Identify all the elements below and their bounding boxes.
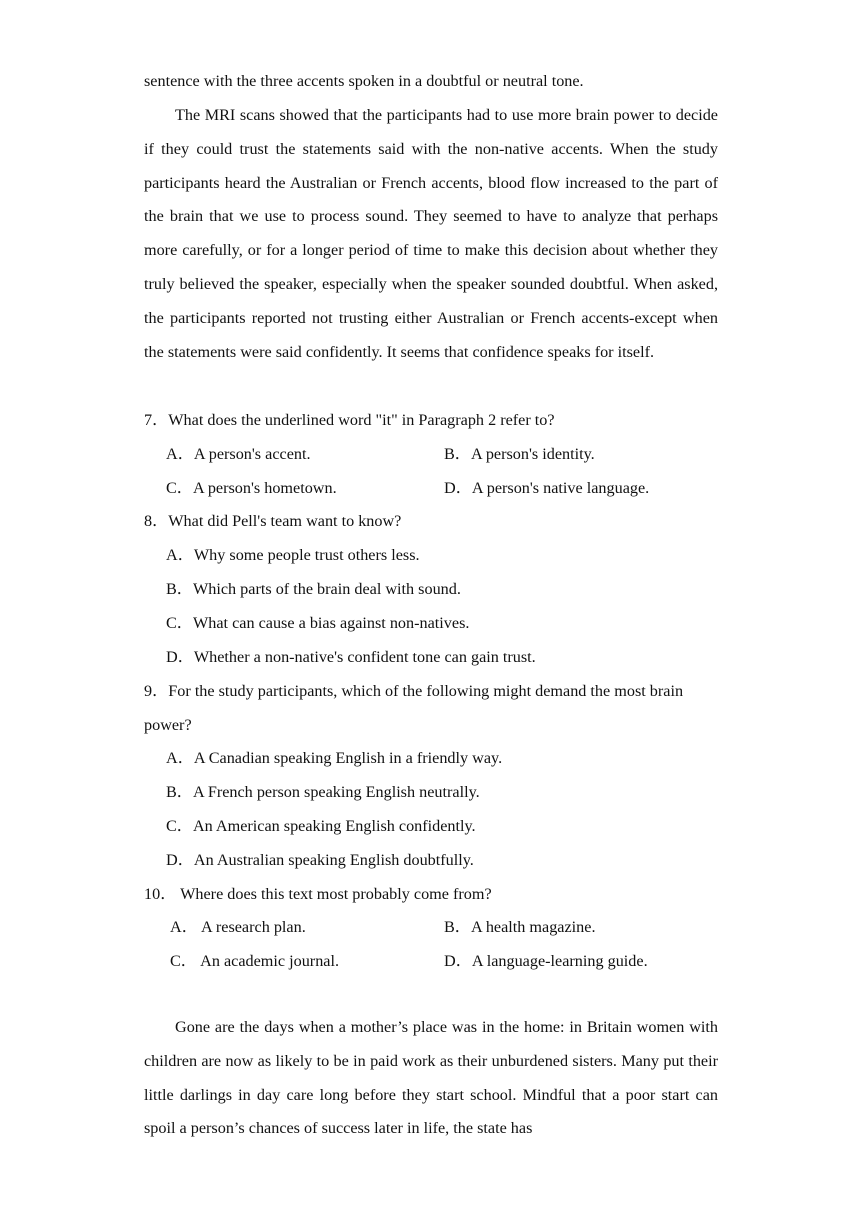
question-7-option-b: B．A person's identity. [444, 445, 595, 463]
passage-2-paragraph-start: Gone are the days when a mother’s place was in the home: in Britain women with children are now as likely to be in paid work as their unburdened sisters. Many put their little darlings in day care long before they start school. Mindful that a poor start can spoil a person’s chances of success later in life, the state has [144, 1018, 718, 1138]
question-8-stem: 8．What did Pell's team want to know? [144, 512, 402, 530]
question-7-option-c: C．A person's hometown. [166, 479, 337, 497]
question-9-option-d: D．An Australian speaking English doubtfully. [166, 851, 474, 869]
passage-paragraph-mri: The MRI scans showed that the participants had to use more brain power to decide if they could trust the statements said with the non-native accents. When the study participants heard the Australian or French accents, blood flow increased to the part of the brain that we use to process sound. They seemed to have to analyze that perhaps more carefully, or for a longer period of time to make this decision about whether they truly believed the speaker, especially when the speaker sounded doubtful. When asked, the participants reported not trusting either Australian or French accents-except when the statements were said confidently. It seems that confidence speaks for itself. [144, 106, 718, 361]
question-7-option-d: D．A person's native language. [444, 479, 650, 497]
question-10-option-b: B．A health magazine. [444, 918, 596, 936]
question-8-option-b: B．Which parts of the brain deal with sound. [166, 580, 461, 598]
question-10-option-d: D．A language-learning guide. [444, 952, 648, 970]
question-8-option-a: A．Why some people trust others less. [166, 546, 420, 564]
question-7-option-a: A．A person's accent. [166, 445, 311, 463]
question-10-option-a: A． A research plan. [170, 918, 306, 936]
question-10-stem: 10． Where does this text most probably come from? [144, 885, 492, 903]
question-9-stem: 9．For the study participants, which of the following might demand the most brain [144, 682, 684, 700]
question-10-option-c: C． An academic journal. [170, 952, 340, 970]
question-9-stem-continued: power? [144, 716, 192, 734]
question-9-option-c: C．An American speaking English confidently. [166, 817, 476, 835]
passage-paragraph-end: sentence with the three accents spoken in a doubtful or neutral tone. [144, 72, 584, 90]
question-9-option-b: B．A French person speaking English neutrally. [166, 783, 480, 801]
question-7-stem: 7．What does the underlined word "it" in Paragraph 2 refer to? [144, 411, 555, 429]
question-9-option-a: A．A Canadian speaking English in a friendly way. [166, 749, 503, 767]
question-8-option-d: D．Whether a non-native's confident tone can gain trust. [166, 648, 536, 666]
question-8-option-c: C．What can cause a bias against non-natives. [166, 614, 470, 632]
